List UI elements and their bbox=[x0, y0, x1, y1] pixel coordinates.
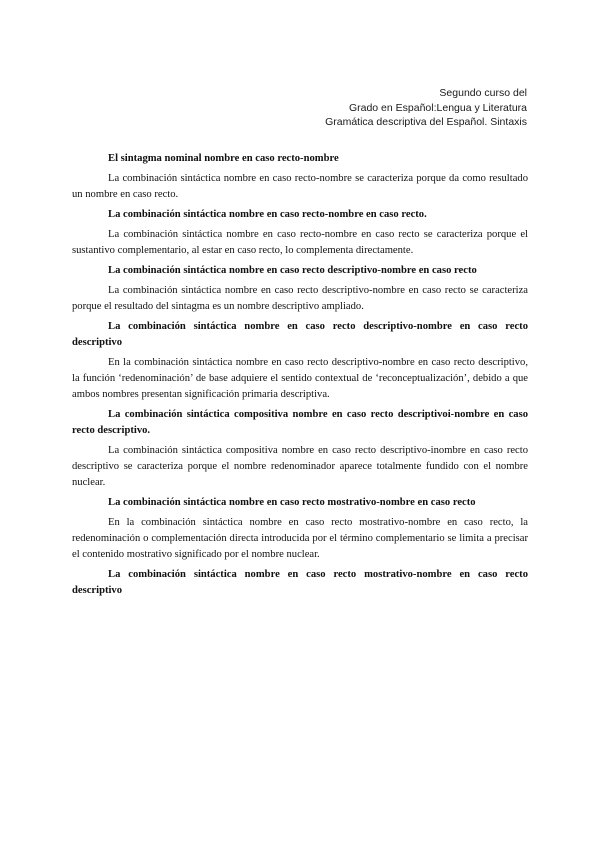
paragraph: La combinación sintáctica nombre en caso recto descriptivo-nombre en caso recto se caracteriza porque el resultado del sintagma es un nombre descriptivo ampliado. bbox=[72, 285, 528, 312]
course-header bbox=[325, 86, 527, 130]
header-line-subject: Gramática descriptiva del Español. Sintaxis bbox=[325, 116, 527, 128]
section-heading: La combinación sintáctica nombre en caso recto-nombre en caso recto. bbox=[108, 209, 427, 220]
paragraph: En la combinación sintáctica nombre en caso recto descriptivo-nombre en caso recto descriptivo, la función ‘redenominación’ de base adquiere el sentido contextual de ‘reconceptualización’, debido a que ambos nombres presentan significación primaria descriptiva. bbox=[72, 357, 528, 400]
paragraph: La combinación sintáctica nombre en caso recto-nombre se caracteriza porque da como resultado un nombre en caso recto. bbox=[72, 173, 528, 200]
header-line-course: Segundo curso del bbox=[439, 87, 527, 99]
section-heading: La combinación sintáctica nombre en caso recto mostrativo-nombre en caso recto bbox=[108, 497, 476, 508]
paragraph: La combinación sintáctica nombre en caso recto-nombre en caso recto se caracteriza porque el sustantivo complementario, al estar en caso recto, lo complementa directamente. bbox=[72, 229, 528, 256]
section-heading: La combinación sintáctica nombre en caso recto descriptivo-nombre en caso recto bbox=[108, 265, 477, 276]
header-line-degree: Grado en Español:Lengua y Literatura bbox=[348, 101, 527, 114]
paragraph: La combinación sintáctica compositiva nombre en caso recto descriptivo-inombre en caso recto descriptivo se caracteriza porque el nombre redenominador aparece totalmente fundido con el nombre nuclear. bbox=[72, 445, 528, 488]
document-title: El sintagma nominal nombre en caso recto-nombre bbox=[108, 153, 339, 164]
section-heading: La combinación sintáctica compositiva nombre en caso recto descriptivoi-nombre en caso recto descriptivo. bbox=[72, 409, 528, 436]
section-heading: La combinación sintáctica nombre en caso recto descriptivo-nombre en caso recto descriptivo bbox=[72, 321, 528, 348]
document-body bbox=[72, 151, 528, 603]
paragraph: En la combinación sintáctica nombre en caso recto mostrativo-nombre en caso recto, la redenominación o complementación directa introducida por el término complementario se limita a precisar el contenido mostrativo significado por el nombre nuclear. bbox=[72, 517, 528, 560]
section-heading: La combinación sintáctica nombre en caso recto mostrativo-nombre en caso recto descriptivo bbox=[72, 569, 528, 596]
